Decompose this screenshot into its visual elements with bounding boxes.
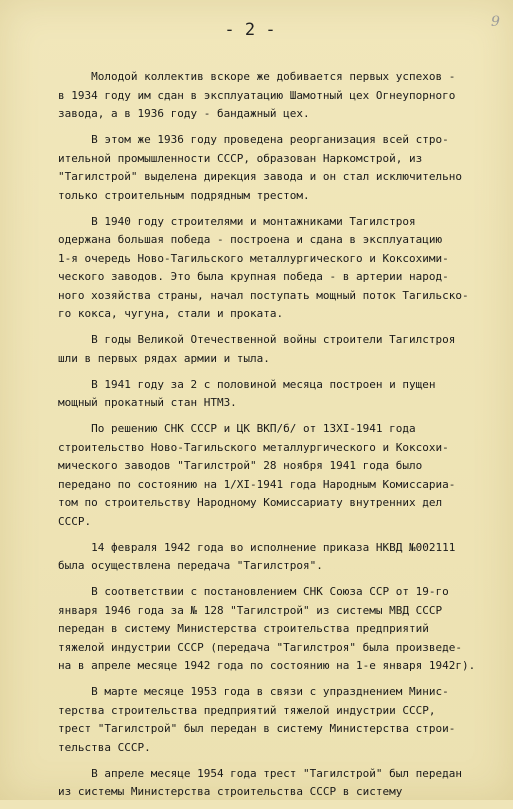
text-line: шли в первых рядах армии и тыла. bbox=[58, 351, 270, 365]
text-line: В годы Великой Отечественной войны строители Тагилстроя bbox=[58, 333, 456, 346]
paragraph bbox=[58, 683, 508, 757]
text-line: В этом же 1936 году проведена реорганизация всей стро- bbox=[58, 133, 449, 146]
text-line: 1-я очередь Ново-Тагильского металлургического и Коксохими- bbox=[58, 251, 449, 265]
paragraph bbox=[58, 583, 508, 676]
text-line: трест "Тагилстрой" был передан в систему Министерства строи- bbox=[58, 722, 456, 735]
text-line: По решению СНК СССР и ЦК ВКП/б/ от 13XI-1941 года bbox=[58, 422, 416, 435]
typed-text-body bbox=[58, 68, 508, 809]
paragraph bbox=[58, 331, 508, 368]
text-line: мического заводов "Тагилстрой" 28 ноября 1941 года было bbox=[58, 459, 423, 472]
text-line: одержана большая победа - построена и сдана в эксплуатацию bbox=[58, 233, 443, 246]
paragraph bbox=[58, 420, 508, 531]
text-line: только строительным подрядным трестом. bbox=[58, 188, 310, 202]
text-line: тельства СССР. bbox=[58, 740, 151, 754]
text-line: 14 февраля 1942 года во исполнение приказа НКВД №002111 bbox=[58, 540, 456, 554]
text-line: из системы Министерства строительства СССР в систему bbox=[58, 785, 403, 798]
text-line: "Тагилстрой" выделена дирекция завода и он стал исключительно bbox=[58, 170, 462, 183]
text-line: терства строительства предприятий тяжелой индустрии СССР, bbox=[58, 703, 436, 717]
text-line: СССР. bbox=[58, 514, 92, 528]
text-line: завода, а в 1936 году - бандажный цех. bbox=[58, 107, 310, 120]
text-line: на в апреле месяце 1942 года по состоянию на 1-е января 1942г). bbox=[58, 659, 476, 672]
page-number: - 2 - bbox=[224, 20, 276, 40]
paragraph bbox=[58, 376, 508, 413]
archive-page-mark: 9 bbox=[491, 14, 500, 30]
text-line: В марте месяце 1953 года в связи с упразднением Минис- bbox=[58, 685, 449, 698]
text-line: В соответствии с постановлением СНК Союза ССР от 19-го bbox=[58, 585, 449, 598]
text-line: ительной промышленности СССР, образован Наркомстрой, из bbox=[58, 151, 423, 165]
text-line: ческого заводов. Это была крупная победа - в артерии народ- bbox=[58, 270, 449, 283]
text-line: была осуществлена передача "Тагилстроя". bbox=[58, 559, 323, 572]
text-line: января 1946 года за № 128 "Тагилстрой" из системы МВД СССР bbox=[58, 603, 443, 617]
paragraph bbox=[58, 131, 508, 205]
text-line: передано по состоянию на 1/XI-1941 года Народным Комиссариа- bbox=[58, 477, 456, 491]
paragraph bbox=[58, 213, 508, 324]
text-line: В апреле месяце 1954 года трест "Тагилстрой" был передан bbox=[58, 766, 462, 780]
text-line: передан в систему Министерства строительства предприятий bbox=[58, 622, 429, 635]
text-line: тяжелой индустрии СССР (передача "Тагилстроя" была произведе- bbox=[58, 640, 462, 654]
text-line: Молодой коллектив вскоре же добивается первых успехов - bbox=[58, 70, 456, 83]
text-line: том по строительству Народному Комиссариату внутренних дел bbox=[58, 496, 443, 509]
text-line: в 1934 году им сдан в эксплуатацию Шамотный цех Огнеупорного bbox=[58, 88, 456, 102]
paragraph bbox=[58, 68, 508, 124]
text-line: мощный прокатный стан НТМЗ. bbox=[58, 396, 237, 409]
paragraph bbox=[58, 765, 508, 802]
text-line: В 1941 году за 2 с половиной месяца построен и пущен bbox=[58, 377, 436, 391]
text-line: В 1940 году строителями и монтажниками Тагилстроя bbox=[58, 214, 416, 228]
text-line: строительство Ново-Тагильского металлургического и Коксохи- bbox=[58, 440, 449, 454]
paragraph bbox=[58, 539, 508, 576]
text-line: го кокса, чугуна, стали и проката. bbox=[58, 307, 284, 320]
text-line: ного хозяйства страны, начал поступать мощный поток Тагильско- bbox=[58, 288, 469, 302]
